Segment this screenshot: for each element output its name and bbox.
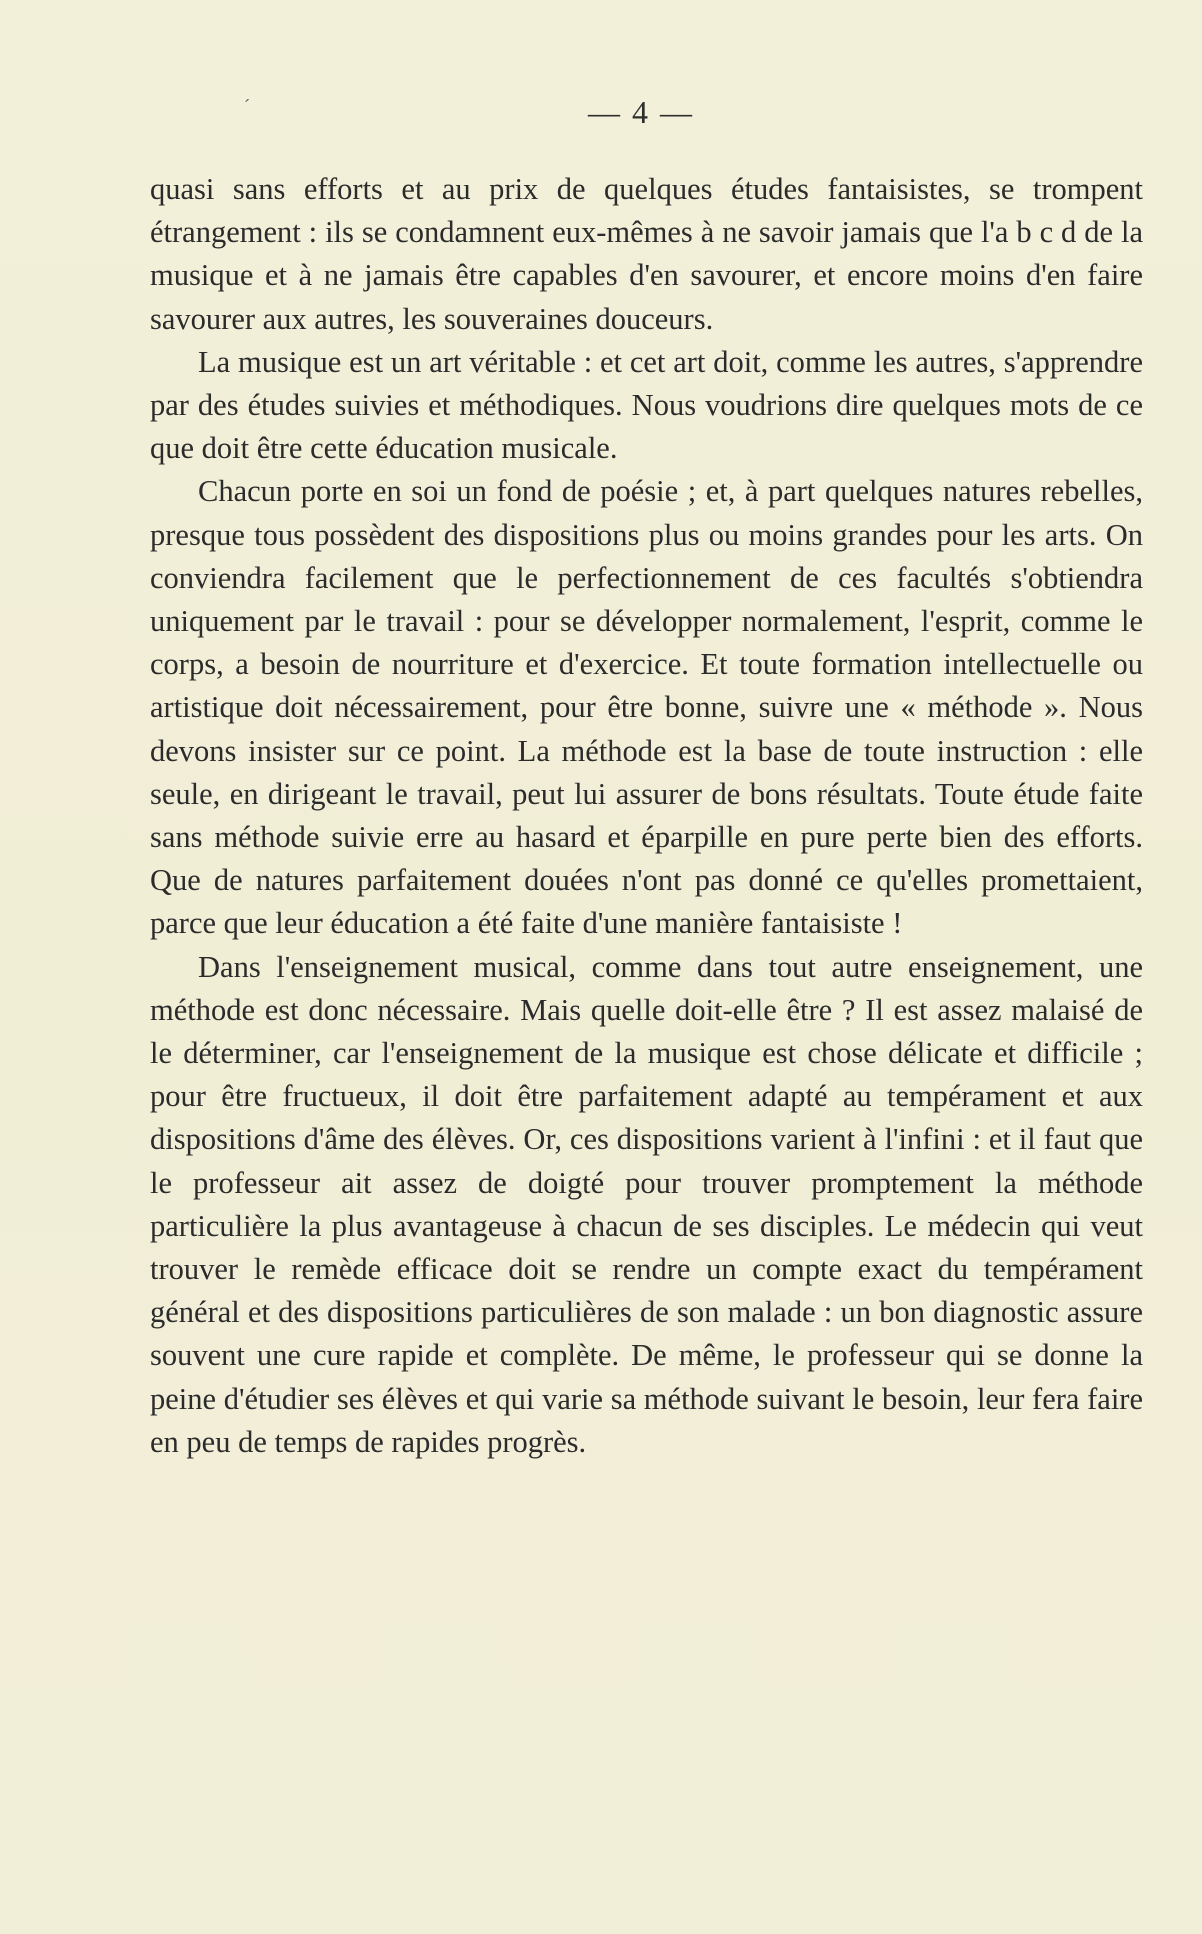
paragraph-1: quasi sans efforts et au prix de quelques études fantaisistes, se trompent étrangement : ils se condamnent eux-mêmes à ne savoir jamais que l'a b c d de la musique et à ne jamais être capables d'en savourer, et encore moins d'en faire savourer aux autres, les souveraines douceurs. <box>150 172 1143 336</box>
page-number: — 4 — <box>588 94 694 130</box>
paragraph-3: Chacun porte en soi un fond de poésie ; et, à part quelques natures rebelles, presque tous possèdent des dispositions plus ou moins grandes pour les arts. On conviendra facilement que le perfectionnement de ces facultés s'obtiendra uniquement par le travail : pour se développer normalement, l'esprit, comme le corps, a besoin de nourriture et d'exercice. Et toute formation intellectuelle ou artistique doit nécessairement, pour être bonne, suivre une « méthode ». Nous devons insister sur ce point. La méthode est la base de toute instruction : elle seule, en dirigeant le travail, peut lui assurer de bons résultats. Toute étude faite sans méthode suivie erre au hasard et éparpille en pure perte bien des efforts. Que de natures parfaitement douées n'ont pas donné ce qu'elles promettaient, parce que leur éducation a été faite d'une manière fantaisiste ! <box>150 474 1143 941</box>
print-speck: ˊ <box>244 96 250 116</box>
paragraph-4: Dans l'enseignement musical, comme dans tout autre enseignement, une méthode est donc nécessaire. Mais quelle doit-elle être ? Il est assez malaisé de le déterminer, car l'enseignement de la musique est chose délicate et difficile ; pour être fructueux, il doit être parfaitement adapté au tempérament et aux dispositions d'âme des élèves. Or, ces dispositions varient à l'infini : et il faut que le professeur ait assez de doigté pour trouver promptement la méthode particulière la plus avantageuse à chacun de ses disciples. Le médecin qui veut trouver le remède efficace doit se rendre un compte exact du tempérament général et des dispositions particulières de son malade : un bon diagnostic assure souvent une cure rapide et complète. De même, le professeur qui se donne la peine d'étudier ses élèves et qui varie sa méthode suivant le besoin, leur fera faire en peu de temps de rapides progrès. <box>150 949 1143 1459</box>
paragraph-2: La musique est un art véritable : et cet art doit, comme les autres, s'apprendre par des études suivies et méthodiques. Nous voudrions dire quelques mots de ce que doit être cette éducation musicale. <box>150 344 1143 466</box>
body-text <box>150 168 1143 1464</box>
